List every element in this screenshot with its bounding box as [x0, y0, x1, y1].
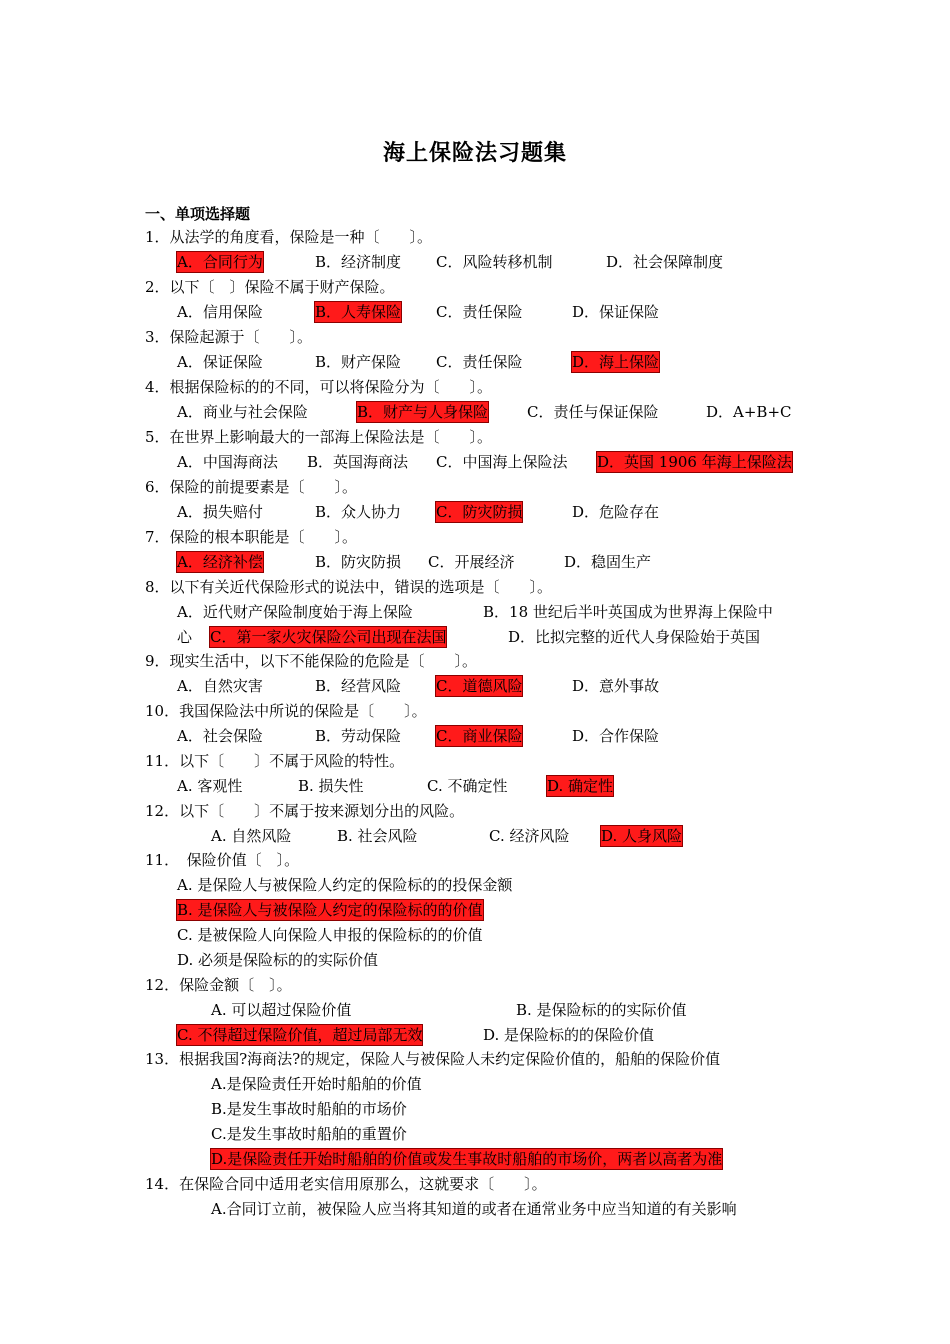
question-stem: 12．以下〔 〕不属于按来源划分出的风险。 [145, 802, 465, 820]
option: B．英国海商法 [307, 453, 409, 471]
question-stem: 12．保险金额〔 〕。 [145, 976, 292, 994]
option: C．责任保险 [436, 303, 523, 321]
option: D．A+B+C [706, 403, 792, 421]
option: D．合作保险 [572, 727, 660, 745]
question-stem: 7．保险的根本职能是〔 〕。 [145, 528, 358, 546]
option-answer: D．英国 1906 年海上保险法 [597, 453, 792, 471]
option-answer: D. 确定性 [547, 777, 614, 795]
option: A. 客观性 [177, 777, 243, 795]
question-stem: 9．现实生活中，以下不能保险的危险是〔 〕。 [145, 652, 478, 670]
question-stem: 14．在保险合同中适用老实信用原那么，这就要求〔 〕。 [145, 1175, 547, 1193]
option: D. 必须是保险标的的实际价值 [177, 951, 379, 969]
option: B．经济制度 [315, 253, 402, 271]
option: D．稳固生产 [564, 553, 652, 571]
question-stem: 11．以下〔 〕不属于风险的特性。 [145, 752, 405, 770]
option: A.是保险责任开始时船舶的价值 [211, 1075, 422, 1093]
question-stem: 8．以下有关近代保险形式的说法中，错误的选项是〔 〕。 [145, 578, 553, 596]
option: A．损失赔付 [177, 503, 263, 521]
question-stem: 10．我国保险法中所说的保险是〔 〕。 [145, 702, 427, 720]
option: A.合同订立前，被保险人应当将其知道的或者在通常业务中应当知道的有关影响 [211, 1200, 737, 1218]
option-answer: C．第一家火灾保险公司出现在法国 [210, 628, 447, 646]
option: D．比拟完整的近代人身保险始于英国 [508, 628, 761, 646]
option: A．信用保险 [177, 303, 263, 321]
option: B．众人协力 [315, 503, 402, 521]
option: D．意外事故 [572, 677, 660, 695]
option: B. 是保险标的的实际价值 [516, 1001, 687, 1019]
option: A．近代财产保险制度始于海上保险 [177, 603, 413, 621]
option-answer: B．人寿保险 [315, 303, 402, 321]
question-stem: 11． 保险价值〔 〕。 [145, 851, 300, 869]
section-heading: 一、单项选择题 [145, 205, 251, 223]
option: C．中国海上保险法 [436, 453, 568, 471]
question-stem: 1．从法学的角度看，保险是一种〔 〕。 [145, 228, 433, 246]
option-answer: A．合同行为 [177, 253, 263, 271]
option-answer: C．商业保险 [436, 727, 523, 745]
option: C.是发生事故时船舶的重置价 [211, 1125, 407, 1143]
option: B．财产保险 [315, 353, 402, 371]
option: C. 不确定性 [427, 777, 508, 795]
option: B．防灾防损 [315, 553, 402, 571]
option: A. 自然风险 [211, 827, 292, 845]
option: A．商业与社会保险 [177, 403, 308, 421]
option: B．18 世纪后半叶英国成为世界海上保险中 [483, 603, 773, 621]
option: D. 是保险标的的保险价值 [483, 1026, 655, 1044]
option: A．社会保险 [177, 727, 263, 745]
question-stem: 6．保险的前提要素是〔 〕。 [145, 478, 358, 496]
question-stem: 4．根据保险标的的不同，可以将保险分为〔 〕。 [145, 378, 493, 396]
option-answer: C. 不得超过保险价值，超过局部无效 [177, 1026, 423, 1044]
option-answer: A．经济补偿 [177, 553, 263, 571]
option: A．中国海商法 [177, 453, 278, 471]
option: B. 损失性 [298, 777, 364, 795]
option: C. 是被保险人向保险人申报的保险标的的价值 [177, 926, 483, 944]
option: C．责任保险 [436, 353, 523, 371]
option-answer: D.是保险责任开始时船舶的价值或发生事故时船舶的市场价，两者以高者为准 [211, 1150, 723, 1168]
option: D．保证保险 [572, 303, 660, 321]
option: A．保证保险 [177, 353, 263, 371]
option: A．自然灾害 [177, 677, 263, 695]
option: C．开展经济 [428, 553, 515, 571]
option: A. 是保险人与被保险人约定的保险标的的投保金额 [177, 876, 513, 894]
page-title: 海上保险法习题集 [382, 141, 567, 166]
option: B. 社会风险 [337, 827, 418, 845]
question-stem: 2．以下〔 〕保险不属于财产保险。 [145, 278, 395, 296]
option: D．危险存在 [572, 503, 660, 521]
option-answer: D. 人身风险 [601, 827, 683, 845]
question-stem: 5．在世界上影响最大的一部海上保险法是〔 〕。 [145, 428, 493, 446]
option: C．责任与保证保险 [527, 403, 659, 421]
question-stem: 3．保险起源于〔 〕。 [145, 328, 313, 346]
option-answer: B. 是保险人与被保险人约定的保险标的的价值 [177, 901, 483, 919]
option-answer: B．财产与人身保险 [357, 403, 489, 421]
option: B.是发生事故时船舶的市场价 [211, 1100, 407, 1118]
option-answer: C．防灾防损 [436, 503, 523, 521]
option: A. 可以超过保险价值 [211, 1001, 352, 1019]
option: B．劳动保险 [315, 727, 402, 745]
option: B．经营风险 [315, 677, 402, 695]
option-answer: D．海上保险 [572, 353, 660, 371]
option-answer: C．道德风险 [436, 677, 523, 695]
option: C．风险转移机制 [436, 253, 553, 271]
option-continued: 心 [177, 628, 193, 646]
option: D．社会保障制度 [606, 253, 724, 271]
option: C. 经济风险 [489, 827, 570, 845]
question-stem: 13．根据我国?海商法?的规定，保险人与被保险人未约定保险价值的，船舶的保险价值 [145, 1050, 721, 1068]
